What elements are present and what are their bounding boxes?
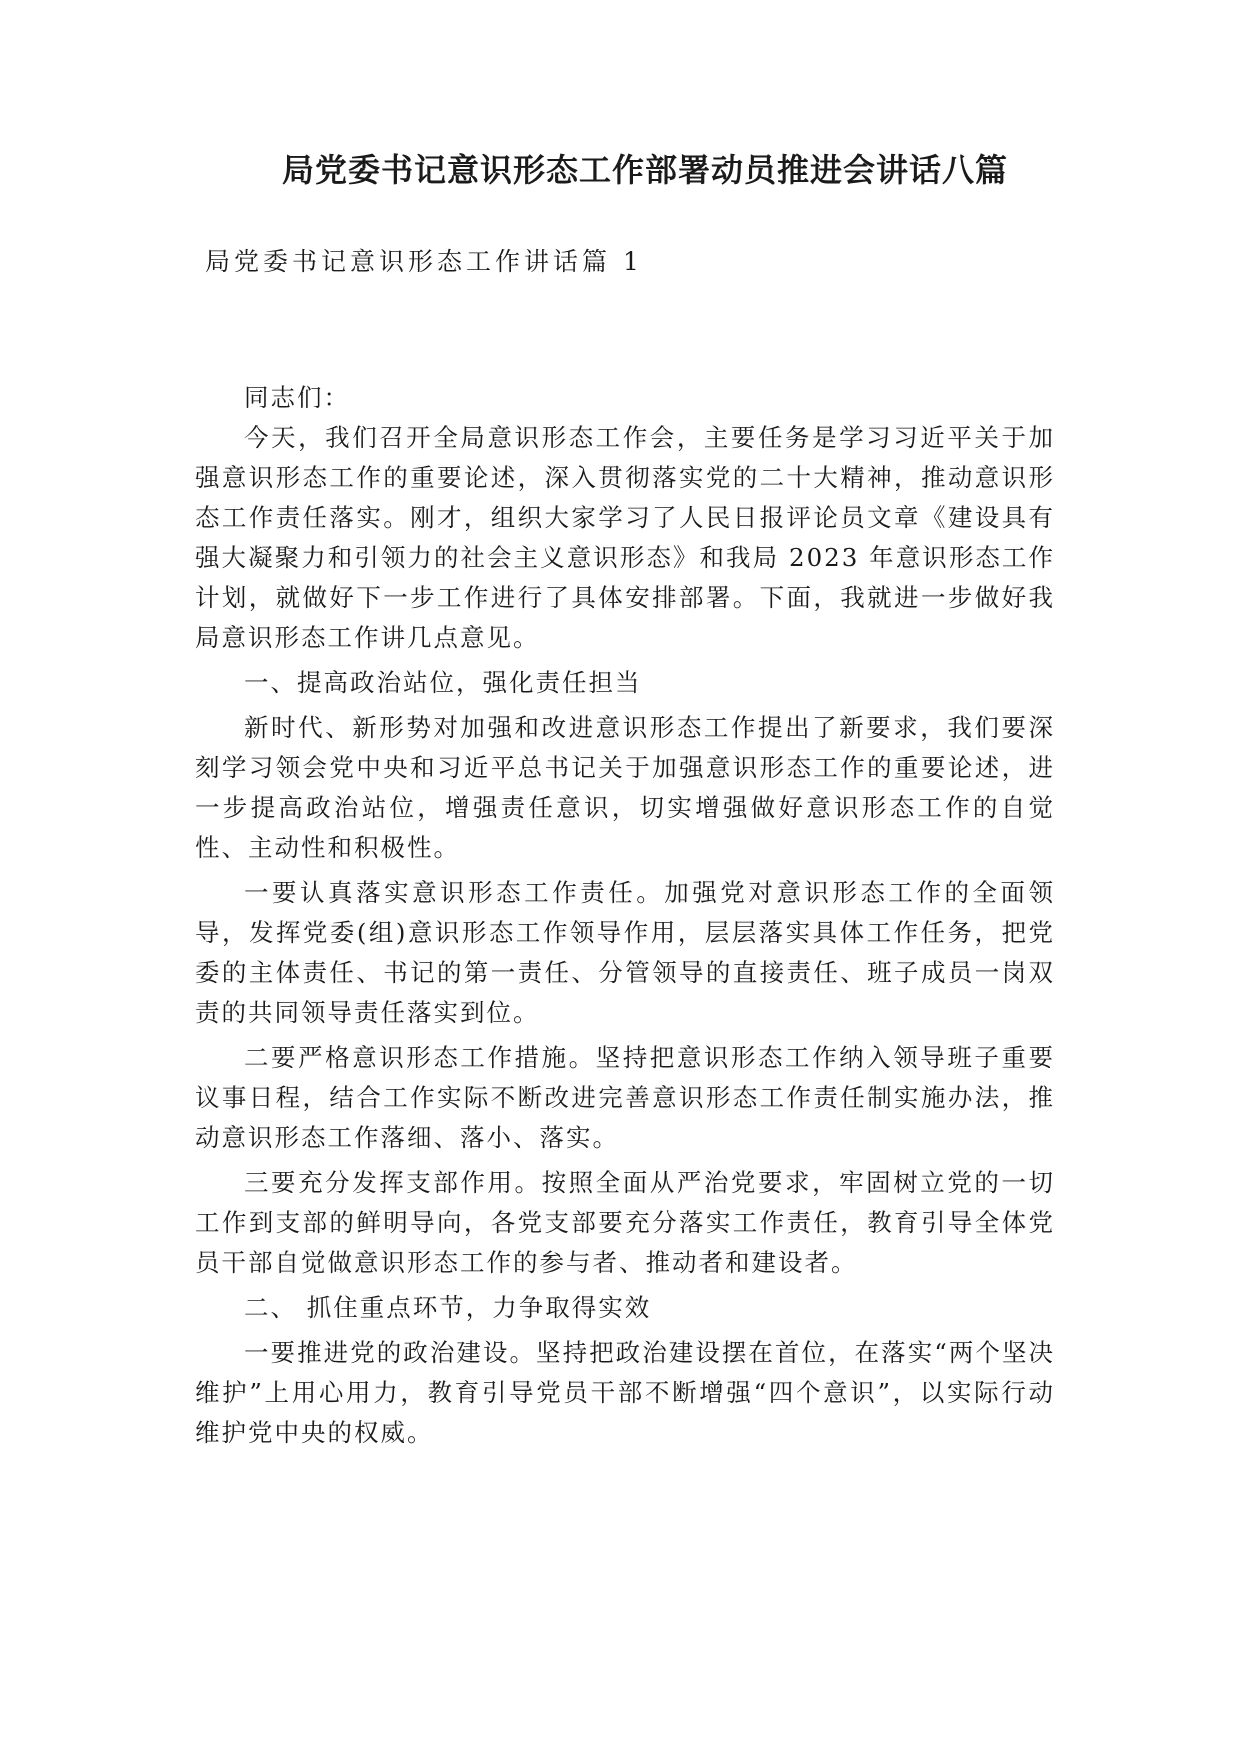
paragraph-section-1-intro: 新时代、新形势对加强和改进意识形态工作提出了新要求，我们要深刻学习领会党中央和习近平总书记关于加强意识形态工作的重要论述，进一步提高政治站位，增强责任意识，切实增强做好意识形态工作的自觉性、主动性和积极性。 [195,713,1055,862]
document-body [195,378,1055,1458]
paragraph-section-2-point-1: 一要推进党的政治建设。坚持把政治建设摆在首位，在落实“两个坚决维护”上用心用力，教育引导党员干部不断增强“四个意识”，以实际行动维护党中央的权威。 [195,1338,1055,1447]
document-title: 局党委书记意识形态工作部署动员推进会讲话八篇 [281,151,1008,189]
section-heading-1: 一、提高政治站位，强化责任担当 [244,668,642,697]
salutation: 同志们： [244,383,350,412]
paragraph-point-3: 三要充分发挥支部作用。按照全面从严治党要求，牢固树立党的一切工作到支部的鲜明导向，各党支部要充分落实工作责任，教育引导全体党员干部自觉做意识形态工作的参与者、推动者和建设者。 [195,1168,1055,1277]
document-subtitle: 局党委书记意识形态工作讲话篇 1 [205,247,643,276]
paragraph-point-2: 二要严格意识形态工作措施。坚持把意识形态工作纳入领导班子重要议事日程，结合工作实际不断改进完善意识形态工作责任制实施办法，推动意识形态工作落细、落小、落实。 [195,1043,1055,1152]
paragraph-intro: 今天，我们召开全局意识形态工作会，主要任务是学习习近平关于加强意识形态工作的重要论述，深入贯彻落实党的二十大精神，推动意识形态工作责任落实。刚才，组织大家学习了人民日报评论员文章《建设具有强大凝聚力和引领力的社会主义意识形态》和我局 2023 年意识形态工作计划，就做好下一步工作进行了具体安排部署。下面，我就进一步做好我局意识形态工作讲几点意见。 [195,423,1055,652]
section-heading-2: 二、 抓住重点环节，力争取得实效 [244,1293,652,1322]
paragraph-point-1: 一要认真落实意识形态工作责任。加强党对意识形态工作的全面领导，发挥党委(组)意识形态工作领导作用，层层落实具体工作任务，把党委的主体责任、书记的第一责任、分管领导的直接责任、班子成员一岗双责的共同领导责任落实到位。 [195,878,1055,1027]
